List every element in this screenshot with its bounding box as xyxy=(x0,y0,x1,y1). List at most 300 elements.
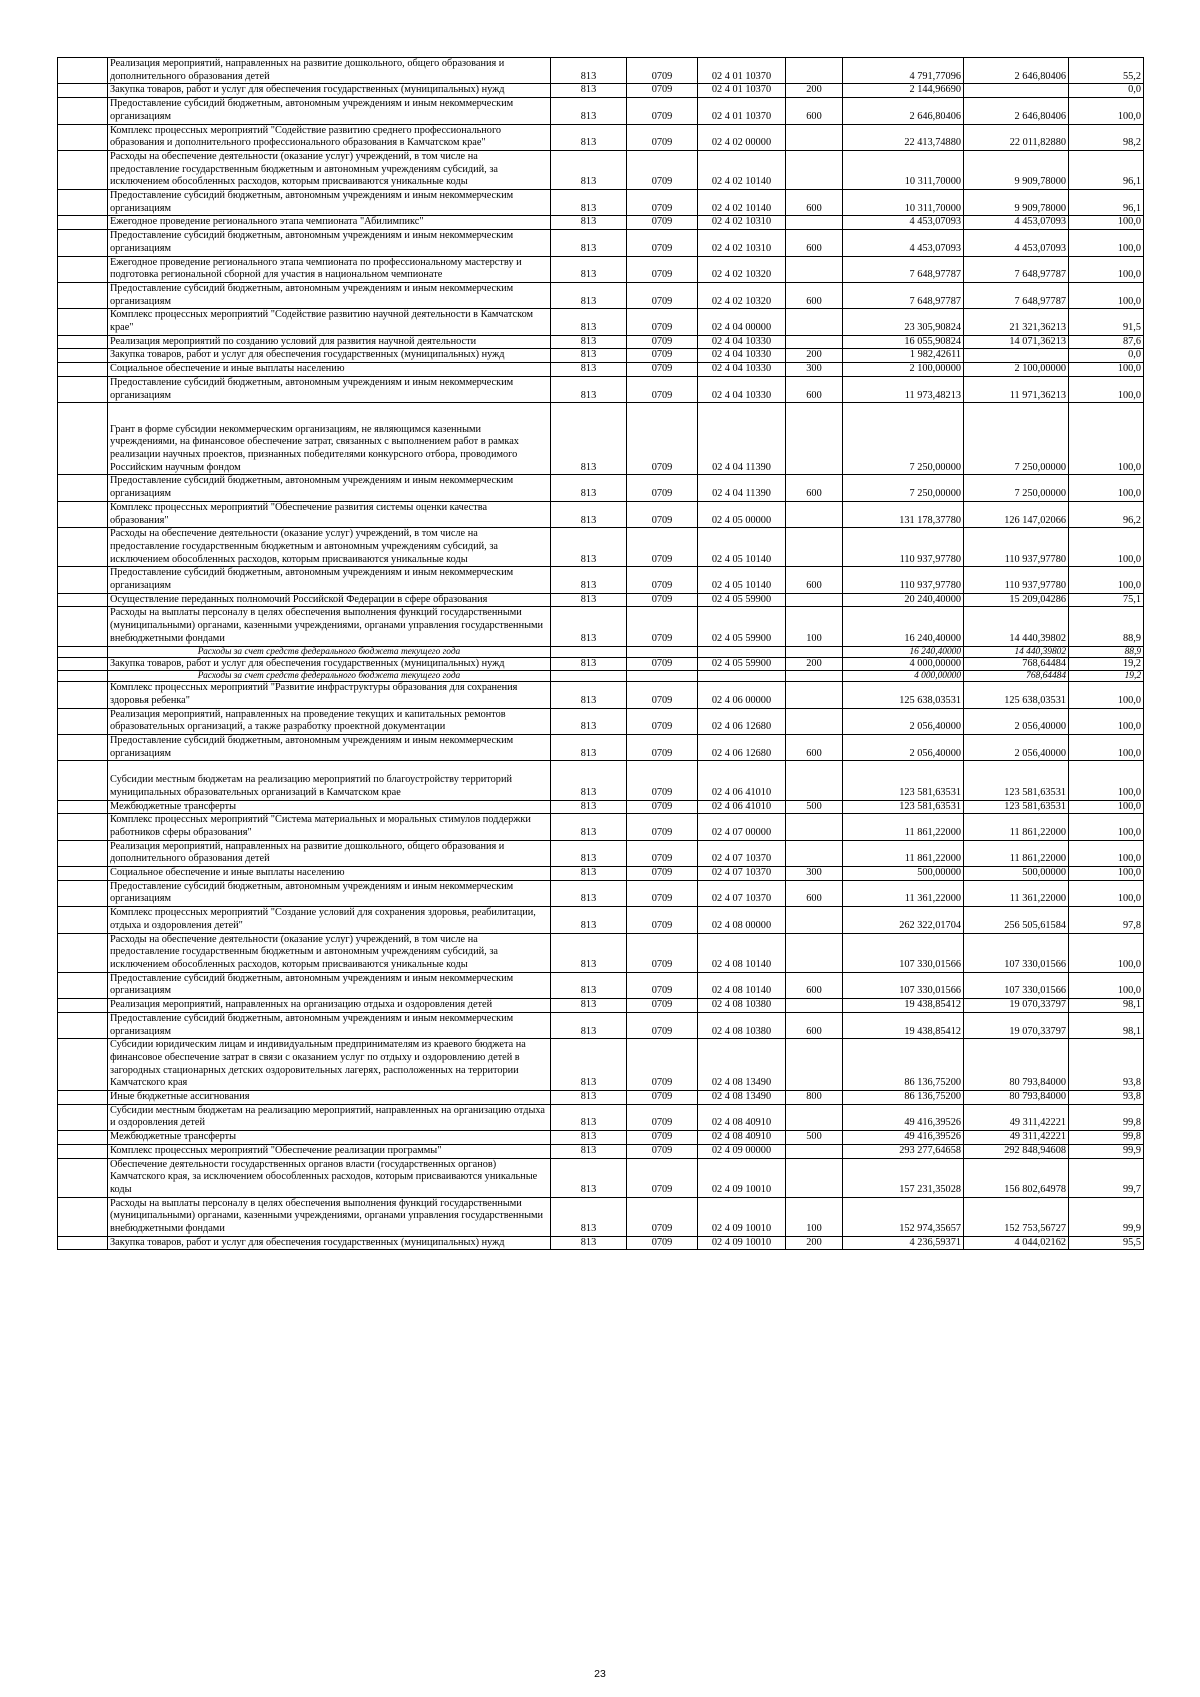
table-row xyxy=(58,1144,1144,1158)
section-code: 0709 xyxy=(627,475,698,501)
executed-amount: 2 100,00000 xyxy=(964,363,1069,377)
execution-percent: 93,8 xyxy=(1069,1091,1144,1105)
grbs-code: 813 xyxy=(551,230,627,256)
plan-amount: 7 648,97787 xyxy=(843,256,964,282)
table-row xyxy=(58,309,1144,335)
target-article-code: 02 4 02 10310 xyxy=(698,230,786,256)
table-row xyxy=(58,814,1144,840)
row-blank-cell xyxy=(58,761,108,800)
section-code: 0709 xyxy=(627,814,698,840)
expense-type-code: 600 xyxy=(786,972,843,998)
section-code: 0709 xyxy=(627,230,698,256)
grbs-code xyxy=(551,646,627,657)
expense-type-code xyxy=(786,58,843,84)
grbs-code: 813 xyxy=(551,1039,627,1091)
row-blank-cell xyxy=(58,840,108,866)
target-article-code: 02 4 08 13490 xyxy=(698,1039,786,1091)
expense-type-code: 600 xyxy=(786,475,843,501)
plan-amount: 110 937,97780 xyxy=(843,528,964,567)
section-code: 0709 xyxy=(627,363,698,377)
table-row xyxy=(58,190,1144,216)
sub-row xyxy=(58,646,1144,657)
execution-percent: 91,5 xyxy=(1069,309,1144,335)
execution-percent: 100,0 xyxy=(1069,761,1144,800)
budget-table xyxy=(57,57,1144,1250)
row-blank-cell xyxy=(58,58,108,84)
expense-type-code xyxy=(786,1144,843,1158)
target-article-code: 02 4 01 10370 xyxy=(698,58,786,84)
row-name: Комплекс процессных мероприятий "Обеспечение развития системы оценки качества образования" xyxy=(108,501,551,527)
row-blank-cell xyxy=(58,867,108,881)
plan-amount: 123 581,63531 xyxy=(843,761,964,800)
row-blank-cell xyxy=(58,1197,108,1236)
target-article-code: 02 4 02 10320 xyxy=(698,256,786,282)
section-code: 0709 xyxy=(627,907,698,933)
plan-amount: 500,00000 xyxy=(843,867,964,881)
table-row xyxy=(58,907,1144,933)
execution-percent: 100,0 xyxy=(1069,880,1144,906)
grbs-code: 813 xyxy=(551,98,627,124)
execution-percent: 96,1 xyxy=(1069,150,1144,189)
execution-percent: 100,0 xyxy=(1069,216,1144,230)
plan-amount: 157 231,35028 xyxy=(843,1158,964,1197)
plan-amount: 19 438,85412 xyxy=(843,999,964,1013)
row-name: Закупка товаров, работ и услуг для обеспечения государственных (муниципальных) нужд xyxy=(108,84,551,98)
section-code: 0709 xyxy=(627,376,698,402)
expense-type-code xyxy=(786,593,843,607)
target-article-code: 02 4 02 00000 xyxy=(698,124,786,150)
plan-amount: 293 277,64658 xyxy=(843,1144,964,1158)
execution-percent: 75,1 xyxy=(1069,593,1144,607)
row-blank-cell xyxy=(58,735,108,761)
grbs-code: 813 xyxy=(551,150,627,189)
plan-amount: 4 000,00000 xyxy=(843,671,964,682)
expense-type-code: 600 xyxy=(786,98,843,124)
expense-type-code xyxy=(786,1104,843,1130)
section-code: 0709 xyxy=(627,867,698,881)
execution-percent: 100,0 xyxy=(1069,933,1144,972)
execution-percent: 19,2 xyxy=(1069,657,1144,671)
table-row xyxy=(58,363,1144,377)
row-blank-cell xyxy=(58,150,108,189)
grbs-code: 813 xyxy=(551,880,627,906)
target-article-code: 02 4 05 00000 xyxy=(698,501,786,527)
expense-type-code: 600 xyxy=(786,880,843,906)
table-row xyxy=(58,1197,1144,1236)
grbs-code: 813 xyxy=(551,840,627,866)
section-code: 0709 xyxy=(627,150,698,189)
executed-amount: 11 971,36213 xyxy=(964,376,1069,402)
executed-amount: 123 581,63531 xyxy=(964,800,1069,814)
section-code: 0709 xyxy=(627,124,698,150)
grbs-code xyxy=(551,671,627,682)
grbs-code: 813 xyxy=(551,1144,627,1158)
execution-percent: 100,0 xyxy=(1069,735,1144,761)
row-name: Субсидии юридическим лицам и индивидуальным предпринимателям из краевого бюджета на финансовое обеспечение затрат в связи с оказанием услуг по отдыху и оздоровлению детей в загородных стационарных детских оздоровительных лагерях, расположенных на территории Камчатского края xyxy=(108,1039,551,1091)
executed-amount: 80 793,84000 xyxy=(964,1091,1069,1105)
expense-type-code xyxy=(786,999,843,1013)
table-row xyxy=(58,528,1144,567)
plan-amount: 4 453,07093 xyxy=(843,230,964,256)
section-code: 0709 xyxy=(627,880,698,906)
execution-percent: 98,1 xyxy=(1069,999,1144,1013)
table-row xyxy=(58,150,1144,189)
executed-amount: 768,64484 xyxy=(964,671,1069,682)
grbs-code: 813 xyxy=(551,735,627,761)
row-blank-cell xyxy=(58,1144,108,1158)
plan-amount: 262 322,01704 xyxy=(843,907,964,933)
row-name: Комплекс процессных мероприятий "Система материальных и моральных стимулов поддержки работников сферы образования" xyxy=(108,814,551,840)
table-row xyxy=(58,1158,1144,1197)
grbs-code: 813 xyxy=(551,309,627,335)
expense-type-code: 600 xyxy=(786,376,843,402)
table-row xyxy=(58,282,1144,308)
plan-amount: 2 056,40000 xyxy=(843,735,964,761)
row-name: Обеспечение деятельности государственных органов власти (государственных органов) Камчатского края, за исключением обособленных расходов, которым присваиваются уникальные коды xyxy=(108,1158,551,1197)
expense-type-code: 800 xyxy=(786,1091,843,1105)
expense-type-code: 600 xyxy=(786,282,843,308)
row-blank-cell xyxy=(58,1039,108,1091)
grbs-code: 813 xyxy=(551,349,627,363)
target-article-code: 02 4 05 59900 xyxy=(698,607,786,646)
plan-amount: 131 178,37780 xyxy=(843,501,964,527)
executed-amount: 49 311,42221 xyxy=(964,1131,1069,1145)
executed-amount: 110 937,97780 xyxy=(964,567,1069,593)
target-article-code: 02 4 02 10140 xyxy=(698,190,786,216)
expense-type-code xyxy=(786,682,843,708)
executed-amount xyxy=(964,349,1069,363)
table-row xyxy=(58,933,1144,972)
execution-percent: 55,2 xyxy=(1069,58,1144,84)
grbs-code: 813 xyxy=(551,190,627,216)
row-name: Ежегодное проведение регионального этапа чемпионата по профессиональному мастерству и подготовка региональной сборной для участия в национальном чемпионате xyxy=(108,256,551,282)
section-code: 0709 xyxy=(627,1012,698,1038)
row-blank-cell xyxy=(58,124,108,150)
expense-type-code xyxy=(786,256,843,282)
row-name: Социальное обеспечение и иные выплаты населению xyxy=(108,363,551,377)
executed-amount: 126 147,02066 xyxy=(964,501,1069,527)
plan-amount: 7 250,00000 xyxy=(843,403,964,475)
table-row xyxy=(58,972,1144,998)
executed-amount xyxy=(964,84,1069,98)
table-row xyxy=(58,800,1144,814)
row-blank-cell xyxy=(58,880,108,906)
expense-type-code xyxy=(786,528,843,567)
plan-amount: 16 055,90824 xyxy=(843,335,964,349)
plan-amount: 16 240,40000 xyxy=(843,607,964,646)
row-blank-cell xyxy=(58,800,108,814)
executed-amount: 156 802,64978 xyxy=(964,1158,1069,1197)
row-blank-cell xyxy=(58,84,108,98)
grbs-code: 813 xyxy=(551,999,627,1013)
execution-percent: 98,2 xyxy=(1069,124,1144,150)
target-article-code: 02 4 06 12680 xyxy=(698,708,786,734)
grbs-code: 813 xyxy=(551,475,627,501)
row-blank-cell xyxy=(58,1131,108,1145)
grbs-code: 813 xyxy=(551,84,627,98)
table-row xyxy=(58,761,1144,800)
execution-percent: 100,0 xyxy=(1069,230,1144,256)
table-row xyxy=(58,735,1144,761)
expense-type-code xyxy=(786,335,843,349)
row-blank-cell xyxy=(58,501,108,527)
target-article-code: 02 4 09 10010 xyxy=(698,1236,786,1250)
execution-percent: 97,8 xyxy=(1069,907,1144,933)
expense-type-code: 100 xyxy=(786,607,843,646)
executed-amount: 768,64484 xyxy=(964,657,1069,671)
section-code: 0709 xyxy=(627,567,698,593)
section-code: 0709 xyxy=(627,1104,698,1130)
row-name: Предоставление субсидий бюджетным, автономным учреждениям и иным некоммерческим организациям xyxy=(108,1012,551,1038)
row-blank-cell xyxy=(58,1091,108,1105)
section-code: 0709 xyxy=(627,1039,698,1091)
row-name: Предоставление субсидий бюджетным, автономным учреждениям и иным некоммерческим организациям xyxy=(108,880,551,906)
plan-amount: 11 973,48213 xyxy=(843,376,964,402)
section-code: 0709 xyxy=(627,1131,698,1145)
execution-percent: 100,0 xyxy=(1069,403,1144,475)
execution-percent: 100,0 xyxy=(1069,682,1144,708)
grbs-code: 813 xyxy=(551,1131,627,1145)
expense-type-code xyxy=(786,907,843,933)
row-name: Социальное обеспечение и иные выплаты населению xyxy=(108,867,551,881)
target-article-code: 02 4 04 10330 xyxy=(698,376,786,402)
row-blank-cell xyxy=(58,1104,108,1130)
table-row xyxy=(58,1236,1144,1250)
grbs-code: 813 xyxy=(551,124,627,150)
sub-row xyxy=(58,671,1144,682)
executed-amount: 292 848,94608 xyxy=(964,1144,1069,1158)
expense-type-code xyxy=(786,1039,843,1091)
row-blank-cell xyxy=(58,282,108,308)
row-blank-cell xyxy=(58,567,108,593)
executed-amount: 107 330,01566 xyxy=(964,972,1069,998)
section-code: 0709 xyxy=(627,1197,698,1236)
target-article-code: 02 4 08 10380 xyxy=(698,999,786,1013)
section-code: 0709 xyxy=(627,682,698,708)
row-name: Субсидии местным бюджетам на реализацию мероприятий, направленных на организацию отдыха и оздоровления детей xyxy=(108,1104,551,1130)
expense-type-code: 200 xyxy=(786,1236,843,1250)
section-code: 0709 xyxy=(627,256,698,282)
section-code xyxy=(627,671,698,682)
row-blank-cell xyxy=(58,999,108,1013)
row-name: Реализация мероприятий, направленных на организацию отдыха и оздоровления детей xyxy=(108,999,551,1013)
table-row xyxy=(58,256,1144,282)
target-article-code: 02 4 05 59900 xyxy=(698,657,786,671)
grbs-code: 813 xyxy=(551,216,627,230)
section-code: 0709 xyxy=(627,800,698,814)
row-name: Предоставление субсидий бюджетным, автономным учреждениям и иным некоммерческим организациям xyxy=(108,282,551,308)
table-row xyxy=(58,230,1144,256)
row-name: Осуществление переданных полномочий Российской Федерации в сфере образования xyxy=(108,593,551,607)
grbs-code: 813 xyxy=(551,403,627,475)
executed-amount: 7 250,00000 xyxy=(964,403,1069,475)
grbs-code: 813 xyxy=(551,501,627,527)
executed-amount: 80 793,84000 xyxy=(964,1039,1069,1091)
expense-type-code: 300 xyxy=(786,363,843,377)
section-code: 0709 xyxy=(627,972,698,998)
target-article-code: 02 4 08 10380 xyxy=(698,1012,786,1038)
expense-type-code xyxy=(786,708,843,734)
table-row xyxy=(58,1104,1144,1130)
plan-amount: 16 240,40000 xyxy=(843,646,964,657)
grbs-code: 813 xyxy=(551,567,627,593)
plan-amount: 49 416,39526 xyxy=(843,1104,964,1130)
grbs-code: 813 xyxy=(551,376,627,402)
executed-amount: 2 056,40000 xyxy=(964,708,1069,734)
table-row xyxy=(58,216,1144,230)
row-name: Закупка товаров, работ и услуг для обеспечения государственных (муниципальных) нужд xyxy=(108,657,551,671)
table-row xyxy=(58,475,1144,501)
row-blank-cell xyxy=(58,933,108,972)
row-blank-cell xyxy=(58,309,108,335)
target-article-code: 02 4 07 10370 xyxy=(698,867,786,881)
row-name: Закупка товаров, работ и услуг для обеспечения государственных (муниципальных) нужд xyxy=(108,1236,551,1250)
executed-amount: 49 311,42221 xyxy=(964,1104,1069,1130)
table-row xyxy=(58,999,1144,1013)
target-article-code: 02 4 02 10140 xyxy=(698,150,786,189)
section-code: 0709 xyxy=(627,403,698,475)
row-name: Расходы за счет средств федерального бюджета текущего года xyxy=(108,646,551,657)
table-row xyxy=(58,593,1144,607)
execution-percent: 87,6 xyxy=(1069,335,1144,349)
target-article-code xyxy=(698,646,786,657)
plan-amount: 20 240,40000 xyxy=(843,593,964,607)
row-blank-cell xyxy=(58,256,108,282)
expense-type-code: 100 xyxy=(786,1197,843,1236)
table-row xyxy=(58,840,1144,866)
target-article-code: 02 4 09 10010 xyxy=(698,1158,786,1197)
plan-amount: 4 791,77096 xyxy=(843,58,964,84)
executed-amount: 11 861,22000 xyxy=(964,840,1069,866)
row-blank-cell xyxy=(58,1012,108,1038)
target-article-code: 02 4 04 10330 xyxy=(698,335,786,349)
row-blank-cell xyxy=(58,972,108,998)
execution-percent: 100,0 xyxy=(1069,376,1144,402)
grbs-code: 813 xyxy=(551,761,627,800)
expense-type-code: 200 xyxy=(786,349,843,363)
target-article-code: 02 4 04 11390 xyxy=(698,475,786,501)
execution-percent: 93,8 xyxy=(1069,1039,1144,1091)
executed-amount: 7 250,00000 xyxy=(964,475,1069,501)
row-name: Предоставление субсидий бюджетным, автономным учреждениям и иным некоммерческим организациям xyxy=(108,230,551,256)
target-article-code: 02 4 05 59900 xyxy=(698,593,786,607)
row-blank-cell xyxy=(58,403,108,475)
table-row xyxy=(58,403,1144,475)
expense-type-code xyxy=(786,309,843,335)
execution-percent: 96,2 xyxy=(1069,501,1144,527)
plan-amount: 11 861,22000 xyxy=(843,840,964,866)
row-blank-cell xyxy=(58,593,108,607)
section-code: 0709 xyxy=(627,216,698,230)
execution-percent: 19,2 xyxy=(1069,671,1144,682)
executed-amount: 14 440,39802 xyxy=(964,607,1069,646)
expense-type-code xyxy=(786,501,843,527)
table-row xyxy=(58,657,1144,671)
execution-percent: 100,0 xyxy=(1069,256,1144,282)
executed-amount: 500,00000 xyxy=(964,867,1069,881)
expense-type-code: 200 xyxy=(786,657,843,671)
table-row xyxy=(58,607,1144,646)
row-name: Реализация мероприятий по созданию условий для развития научной деятельности xyxy=(108,335,551,349)
executed-amount: 123 581,63531 xyxy=(964,761,1069,800)
row-name: Межбюджетные трансферты xyxy=(108,800,551,814)
grbs-code: 813 xyxy=(551,933,627,972)
expense-type-code xyxy=(786,216,843,230)
target-article-code: 02 4 02 10320 xyxy=(698,282,786,308)
row-blank-cell xyxy=(58,475,108,501)
expense-type-code xyxy=(786,646,843,657)
table-row xyxy=(58,567,1144,593)
section-code: 0709 xyxy=(627,607,698,646)
row-name: Реализация мероприятий, направленных на развитие дошкольного, общего образования и дополнительного образования детей xyxy=(108,58,551,84)
execution-percent: 95,5 xyxy=(1069,1236,1144,1250)
plan-amount: 7 648,97787 xyxy=(843,282,964,308)
row-name: Предоставление субсидий бюджетным, автономным учреждениям и иным некоммерческим организациям xyxy=(108,567,551,593)
target-article-code: 02 4 08 10140 xyxy=(698,933,786,972)
executed-amount: 14 071,36213 xyxy=(964,335,1069,349)
execution-percent: 88,9 xyxy=(1069,646,1144,657)
row-blank-cell xyxy=(58,682,108,708)
executed-amount: 4 453,07093 xyxy=(964,230,1069,256)
expense-type-code xyxy=(786,933,843,972)
target-article-code: 02 4 08 13490 xyxy=(698,1091,786,1105)
executed-amount: 9 909,78000 xyxy=(964,190,1069,216)
row-name: Ежегодное проведение регионального этапа чемпионата "Абилимпикс" xyxy=(108,216,551,230)
executed-amount: 2 646,80406 xyxy=(964,98,1069,124)
plan-amount: 19 438,85412 xyxy=(843,1012,964,1038)
plan-amount: 2 100,00000 xyxy=(843,363,964,377)
expense-type-code xyxy=(786,761,843,800)
executed-amount: 107 330,01566 xyxy=(964,933,1069,972)
expense-type-code xyxy=(786,1158,843,1197)
row-blank-cell xyxy=(58,814,108,840)
table-row xyxy=(58,501,1144,527)
row-name: Комплекс процессных мероприятий "Обеспечение реализации программы" xyxy=(108,1144,551,1158)
executed-amount: 7 648,97787 xyxy=(964,256,1069,282)
plan-amount: 86 136,75200 xyxy=(843,1091,964,1105)
table-row xyxy=(58,682,1144,708)
executed-amount: 22 011,82880 xyxy=(964,124,1069,150)
execution-percent: 100,0 xyxy=(1069,98,1144,124)
executed-amount: 14 440,39802 xyxy=(964,646,1069,657)
grbs-code: 813 xyxy=(551,1158,627,1197)
row-blank-cell xyxy=(58,528,108,567)
row-name: Комплекс процессных мероприятий "Содействие развитию научной деятельности в Камчатском крае" xyxy=(108,309,551,335)
row-name: Закупка товаров, работ и услуг для обеспечения государственных (муниципальных) нужд xyxy=(108,349,551,363)
grbs-code: 813 xyxy=(551,867,627,881)
execution-percent: 99,8 xyxy=(1069,1104,1144,1130)
execution-percent: 100,0 xyxy=(1069,567,1144,593)
execution-percent: 100,0 xyxy=(1069,475,1144,501)
row-name: Предоставление субсидий бюджетным, автономным учреждениям и иным некоммерческим организациям xyxy=(108,972,551,998)
grbs-code: 813 xyxy=(551,814,627,840)
row-blank-cell xyxy=(58,657,108,671)
plan-amount: 2 056,40000 xyxy=(843,708,964,734)
expense-type-code xyxy=(786,671,843,682)
execution-percent: 99,7 xyxy=(1069,1158,1144,1197)
grbs-code: 813 xyxy=(551,682,627,708)
section-code: 0709 xyxy=(627,1091,698,1105)
grbs-code: 813 xyxy=(551,657,627,671)
target-article-code: 02 4 02 10310 xyxy=(698,216,786,230)
executed-amount: 19 070,33797 xyxy=(964,999,1069,1013)
section-code: 0709 xyxy=(627,335,698,349)
target-article-code: 02 4 01 10370 xyxy=(698,84,786,98)
execution-percent: 100,0 xyxy=(1069,708,1144,734)
plan-amount: 4 000,00000 xyxy=(843,657,964,671)
page-number: 23 xyxy=(594,1668,606,1680)
plan-amount: 11 361,22000 xyxy=(843,880,964,906)
